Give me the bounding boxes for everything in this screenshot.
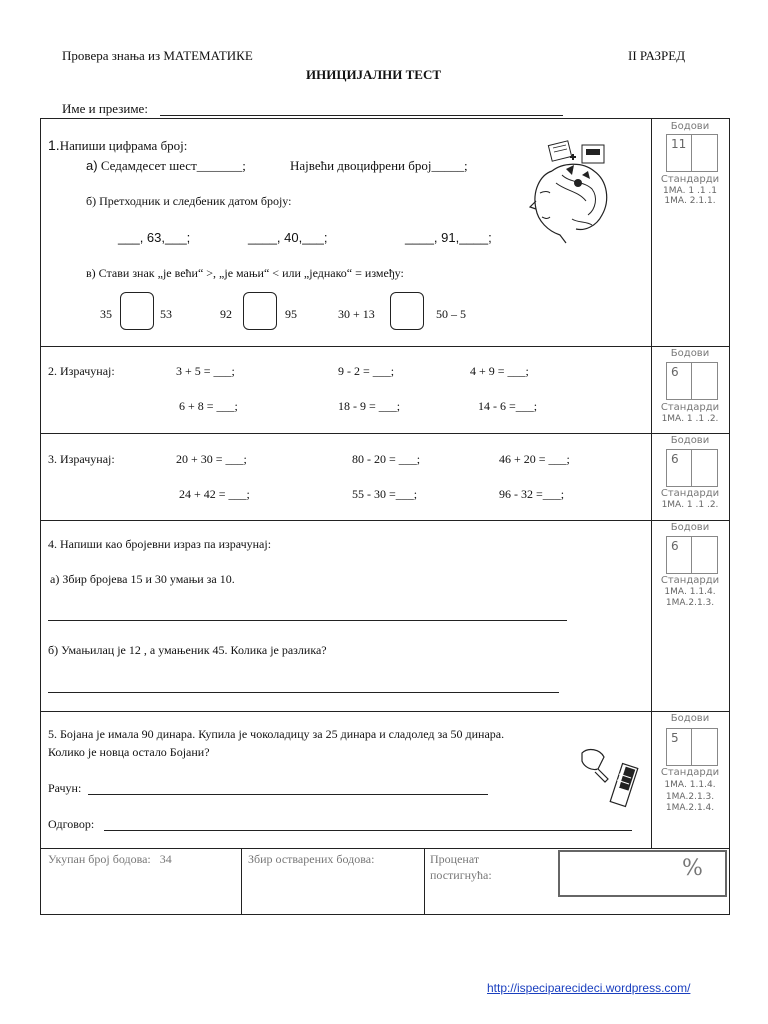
q5-points-value: 5 <box>671 731 679 745</box>
q1-cmp1-right: 53 <box>160 307 172 321</box>
q1-heading <box>48 137 187 154</box>
q2-points-value: 6 <box>671 365 679 379</box>
q3-points-label: Бодови <box>670 435 710 446</box>
q1-standard-1: 1МА. 1 .1 .1 <box>663 186 717 196</box>
source-link[interactable]: http://ispeciparecideci.wordpress.com/ <box>487 981 691 995</box>
percent-input-box[interactable] <box>558 850 727 897</box>
achieved-points-label: Збир остварених бодова: <box>248 852 375 866</box>
q1-points-box[interactable] <box>666 134 718 172</box>
q4-standard-2: 1МА.2.1.3. <box>665 598 715 608</box>
q3-expr-1: 20 + 30 = ___; <box>176 452 247 466</box>
row-divider-3 <box>40 520 730 521</box>
q1-a-text2: Највећи двоцифрени број_____; <box>290 158 468 173</box>
name-label: Име и презиме: <box>62 101 148 116</box>
q1-cmp1-left: 35 <box>100 307 112 321</box>
girl-thinking-illustration <box>522 135 614 245</box>
q2-label: 2. Израчунај: <box>48 364 115 378</box>
q5-answer-label: Одговор: <box>48 817 95 831</box>
footer-divider-1 <box>241 848 242 914</box>
q5-calc-label: Рачун: <box>48 781 82 795</box>
q1-seq-2: ____, 40,___; <box>248 230 328 245</box>
source-link-wrapper <box>487 979 690 997</box>
q1-seq-1: ___, 63,___; <box>118 230 191 245</box>
q2-points-label: Бодови <box>670 348 710 359</box>
q1-a <box>86 158 246 174</box>
q1-a-text: Седамдесет шест_______; <box>100 158 246 173</box>
q2-standard-1: 1МА. 1 .1 .2. <box>661 414 719 424</box>
q5-standard-2: 1МА.2.1.3. <box>665 792 715 802</box>
table-right-border <box>729 118 730 915</box>
q3-standards-label: Стандарди <box>660 488 720 499</box>
q5-points-box[interactable] <box>666 728 718 766</box>
q5-standards-label: Стандарди <box>660 767 720 778</box>
table-bottom-border <box>40 914 730 915</box>
row-divider-2 <box>40 433 730 434</box>
q1-cmp3-left: 30 + 13 <box>338 307 375 321</box>
q2-expr-2: 9 - 2 = ___; <box>338 364 395 378</box>
q1-seq-3: ____, 91,____; <box>405 230 492 245</box>
q3-points-box[interactable] <box>666 449 718 487</box>
q1-cmp2-right: 95 <box>285 307 297 321</box>
q5-standard-1: 1МА. 1.1.4. <box>664 780 716 790</box>
q3-expr-4: 24 + 42 = ___; <box>179 487 250 501</box>
q4-label: 4. Напиши као бројевни израз па израчунај: <box>48 537 272 551</box>
test-title: ИНИЦИЈАЛНИ ТЕСТ <box>306 67 442 82</box>
subject-heading: Провера знања из МАТЕМАТИКЕ <box>62 48 253 63</box>
percent-sign: % <box>682 856 703 881</box>
grade-label: II РАЗРЕД <box>628 48 686 63</box>
table-top-border <box>40 118 730 119</box>
q5-points-label: Бодови <box>670 713 710 724</box>
q4-points-box[interactable] <box>666 536 718 574</box>
q5-answer-line[interactable] <box>104 830 632 831</box>
q2-standards-label: Стандарди <box>660 402 720 413</box>
table-left-border <box>40 118 41 915</box>
q2-points-box[interactable] <box>666 362 718 400</box>
footer-divider-2 <box>424 848 425 914</box>
row-divider-5 <box>40 848 730 849</box>
q5-calc-line[interactable] <box>88 794 488 795</box>
q4-b-text: б) Умањилац је 12 , а умањеник 45. Колика је разлика? <box>48 643 327 657</box>
percent-label-2: постигнућа: <box>430 868 492 882</box>
q4-points-value: 6 <box>671 539 679 553</box>
q1-standard-2: 1МА. 2.1.1. <box>664 196 716 206</box>
q4-standards-label: Стандарди <box>660 575 720 586</box>
q2-expr-3: 4 + 9 = ___; <box>470 364 529 378</box>
q1-cmp3-right: 50 – 5 <box>436 307 466 321</box>
q1-points-label: Бодови <box>670 121 710 132</box>
q1-a-label: а) <box>86 158 98 173</box>
q4-points-label: Бодови <box>670 522 710 533</box>
q1-title: Напиши цифрама број: <box>59 138 188 153</box>
q3-expr-2: 80 - 20 = ___; <box>352 452 421 466</box>
q4-a-text: а) Збир бројева 15 и 30 умањи за 10. <box>50 572 235 586</box>
total-points-label: Укупан број бодова: <box>48 852 151 866</box>
q1-c-text: в) Стави знак „је већи“ >, „је мањи“ < или „једнако“ = између: <box>86 266 404 280</box>
q2-expr-6: 14 - 6 =___; <box>478 399 538 413</box>
q5-line-2: Колико је новца остало Бојани? <box>48 745 210 759</box>
q4-standard-1: 1МА. 1.1.4. <box>664 587 716 597</box>
q1-number: 1. <box>48 137 60 153</box>
total-points-value: 34 <box>159 852 172 866</box>
q3-label: 3. Израчунај: <box>48 452 115 466</box>
row-divider-4 <box>40 711 730 712</box>
q4-b-answer-line[interactable] <box>48 692 559 693</box>
q2-expr-5: 18 - 9 = ___; <box>338 399 401 413</box>
row-divider-1 <box>40 346 730 347</box>
q1-points-value: 11 <box>671 137 687 151</box>
q3-expr-6: 96 - 32 =___; <box>499 487 565 501</box>
q3-expr-3: 46 + 20 = ___; <box>499 452 570 466</box>
q2-expr-1: 3 + 5 = ___; <box>176 364 235 378</box>
q1-cmp2-box[interactable] <box>243 292 277 330</box>
q1-cmp2-left: 92 <box>220 307 232 321</box>
q5-standard-3: 1МА.2.1.4. <box>665 803 715 813</box>
ice-cream-chocolate-illustration <box>578 747 640 811</box>
q2-expr-4: 6 + 8 = ___; <box>179 399 238 413</box>
name-line[interactable] <box>160 115 563 116</box>
q1-b-text: б) Претходник и следбеник датом броју: <box>86 194 292 208</box>
percent-label-1: Проценат <box>430 852 480 866</box>
q4-a-answer-line[interactable] <box>48 620 567 621</box>
total-points-cell <box>48 852 172 867</box>
q1-cmp3-box[interactable] <box>390 292 424 330</box>
q1-cmp1-box[interactable] <box>120 292 154 330</box>
q3-expr-5: 55 - 30 =___; <box>352 487 418 501</box>
q1-standards-label: Стандарди <box>660 174 720 185</box>
q5-line-1: 5. Бојана је имала 90 динара. Купила је чоколадицу за 25 динара и сладолед за 50 динара. <box>48 727 505 741</box>
q3-standard-1: 1МА. 1 .1 .2. <box>661 500 719 510</box>
q3-points-value: 6 <box>671 452 679 466</box>
points-column-divider <box>651 118 652 848</box>
